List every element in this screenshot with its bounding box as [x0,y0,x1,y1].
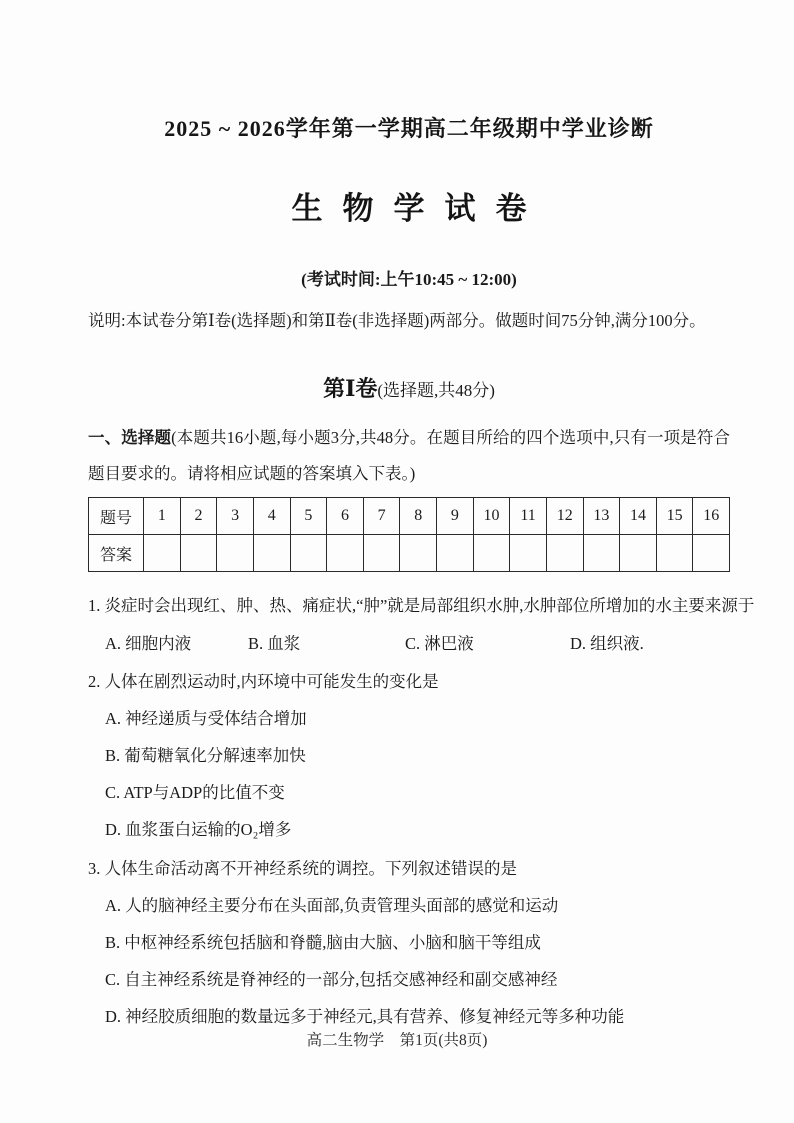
option-text: 中枢神经系统包括脑和脊髓,脑由大脑、小脑和脑干等组成 [124,933,541,952]
option-label: C. [405,634,421,653]
option-label: D. [570,634,587,653]
question-3-option-b [88,931,730,954]
option-text: 葡萄糖氧化分解速率加快 [124,746,306,765]
exam-session-title: 2025 ~ 2026学年第一学期高二年级期中学业诊断 [164,116,654,141]
answer-table-header-answer: 答案 [89,535,144,572]
option-text: 血浆 [267,634,301,653]
question-1-option-c [405,630,570,654]
question-number-cell: 15 [656,498,693,535]
answer-cell [693,535,730,572]
question-2-number: 2. [88,672,101,691]
answer-cell [217,535,254,572]
question-number-cell: 13 [583,498,620,535]
option-text: 人的脑神经主要分布在头面部,负责管理头面部的感觉和运动 [125,896,559,915]
option-text: ATP与ADP的比值不变 [123,783,285,802]
question-number-cell: 7 [363,498,400,535]
question-1-text: 炎症时会出现红、肿、热、痛症状,“肿”就是局部组织水肿,水肿部位所增加的水主要来源于 [104,596,755,615]
answer-cell [546,535,583,572]
section-1-directions [88,420,730,492]
question-1-option-b [248,630,405,654]
option-text: 神经胶质细胞的数量远多于神经元,具有营养、修复神经元等多种功能 [125,1007,625,1026]
question-2 [88,670,730,841]
question-3-option-a [88,894,730,917]
answer-cell [363,535,400,572]
answer-cell [290,535,327,572]
question-1-options [88,630,730,654]
option-label: D. [105,1007,122,1026]
question-number-cell: 3 [217,498,254,535]
question-1-number: 1. [88,596,101,615]
question-number-cell: 8 [400,498,437,535]
question-1-stem [88,594,755,617]
question-number-cell: 9 [437,498,474,535]
question-3-text: 人体生命活动离不开神经系统的调控。下列叙述错误的是 [104,859,517,878]
question-3-stem [88,857,730,880]
exam-time-note: (考试时间:上午10:45 ~ 12:00) [301,270,517,289]
question-3-number: 3. [88,859,101,878]
option-text: 组织液. [590,634,644,653]
answer-cell [180,535,217,572]
question-number-cell: 16 [693,498,730,535]
option-label: C. [105,783,121,802]
option-label: C. [105,970,121,989]
question-2-stem [88,670,730,693]
question-number-cell: 12 [546,498,583,535]
answer-cell [473,535,510,572]
answer-table-header-number: 题号 [89,498,144,535]
option-label: B. [105,933,121,952]
section-1-title [88,372,730,403]
page-footer: 高二生物学 第1页(共8页) [306,1032,488,1049]
answer-cell [583,535,620,572]
option-text: 神经递质与受体结合增加 [125,709,307,728]
question-1-option-a [105,630,248,654]
question-number-cell: 6 [327,498,364,535]
question-number-cell: 10 [473,498,510,535]
option-label: B. [248,634,264,653]
answer-table-number-row [89,498,730,535]
question-3-option-c [88,968,730,991]
question-1 [88,594,755,654]
answer-cell [656,535,693,572]
question-2-text: 人体在剧烈运动时,内环境中可能发生的变化是 [104,672,439,691]
question-number-cell: 5 [290,498,327,535]
question-number-cell: 11 [510,498,547,535]
answer-cell [437,535,474,572]
question-3 [88,857,730,1028]
answer-cell [400,535,437,572]
question-2-option-b [88,744,730,767]
option-text: 淋巴液 [424,634,474,653]
exam-paper-title: 生物学试卷 [291,191,547,226]
directions-lead: 一、选择题 [88,428,172,447]
answer-cell [510,535,547,572]
question-2-option-c [88,781,730,804]
question-1-option-d [570,630,644,654]
option-label: B. [105,746,121,765]
option-label: D. [105,820,122,839]
answer-cell [144,535,181,572]
option-text: 血浆蛋白运输的O₂增多 [125,820,292,839]
answer-cell [253,535,290,572]
section-1-title-main: 第Ⅰ卷 [323,376,378,401]
question-3-option-d [88,1005,730,1028]
question-number-cell: 4 [253,498,290,535]
option-label: A. [105,709,122,728]
question-2-option-d [88,818,730,841]
section-1-title-sub: (选择题,共48分) [377,381,495,400]
answer-table-answer-row [89,535,730,572]
option-text: 自主神经系统是脊神经的一部分,包括交感神经和副交感神经 [124,970,558,989]
answer-cell [620,535,657,572]
option-label: A. [105,634,122,653]
option-label: A. [105,896,122,915]
option-text: 细胞内液 [125,634,192,653]
exam-notice: 说明:本试卷分第Ⅰ卷(选择题)和第Ⅱ卷(非选择题)两部分。做题时间75分钟,满分100分。 [88,311,706,330]
answer-table [88,497,730,572]
question-number-cell: 1 [144,498,181,535]
answer-cell [327,535,364,572]
question-number-cell: 2 [180,498,217,535]
question-2-option-a [88,707,730,730]
question-number-cell: 14 [620,498,657,535]
directions-body: (本题共16小题,每小题3分,共48分。在题目所给的四个选项中,只有一项是符合题目要求的。请将相应试题的答案填入下表。) [88,428,730,483]
